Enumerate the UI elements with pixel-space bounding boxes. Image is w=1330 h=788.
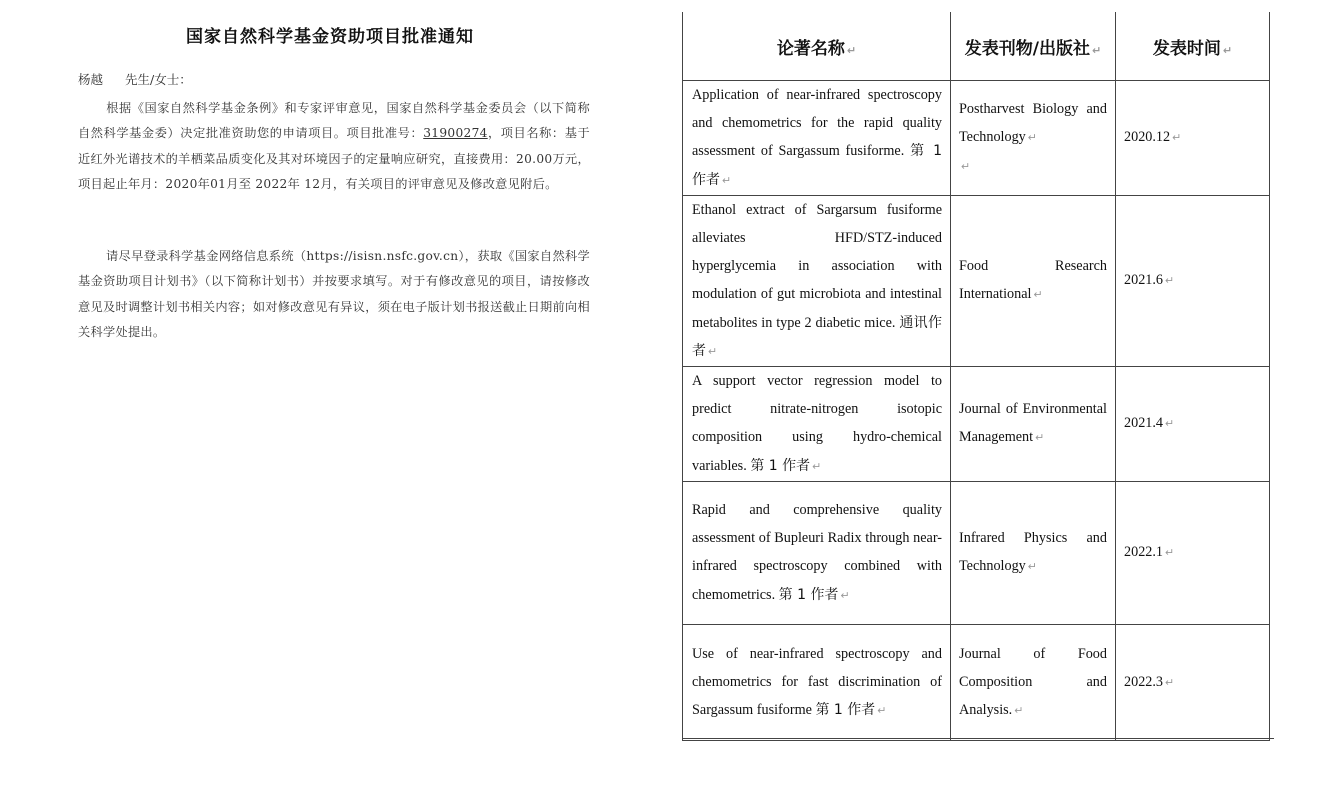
table-row (683, 195, 1270, 366)
paper-title-cell: Use of near-infrared spectroscopy and chemometrics for fast discrimination of Sargassum fusiforme 第 1 作者 ↵ (683, 624, 951, 740)
author-role: 通讯作者 (692, 314, 943, 359)
author-role: 第 1 作者 (815, 701, 876, 718)
journal-cell: Journal of Environmental Management ↵ (951, 367, 1116, 482)
paper-title-cell: Application of near-infrared spectroscopy and chemometrics for the rapid quality assessment of Sargassum fusiforme. 第 1 作者 ↵ (683, 81, 951, 196)
header-journal: 发表刊物/出版社 ↵ (951, 12, 1116, 81)
paper-title-cell: Rapid and comprehensive quality assessment of Bupleuri Radix through near-infrared spectroscopy combined with chemometrics. 第 1 作者 ↵ (683, 481, 951, 624)
author-role: 第 1 作者 (778, 586, 839, 603)
table-bottom-border (682, 738, 1274, 739)
date-cell: 2021.4 ↵ (1116, 367, 1270, 482)
notice-title: 国家自然科学基金资助项目批准通知 (186, 27, 474, 47)
paragraph-1-text-b: ，项目名称：基于近红外光谱技术的羊栖菜品质变化及其对环境因子的定量响应研究，直接费用：20.00万元，项目起止年月：2020年01月至 2022年 12月，有关项目的评审意见及修改意见附后。 (78, 126, 590, 191)
date-cell: 2022.1 ↵ (1116, 481, 1270, 624)
author-role: 第 1 作者 (750, 457, 811, 474)
paragraph-2-text: 请尽早登录科学基金网络信息系统（https://isisn.nsfc.gov.cn），获取《国家自然科学基金资助项目计划书》（以下简称计划书）并按要求填写。对于有修改意见的项目，请按修改意见及时调整计划书相关内容；如对修改意见有异议，须在电子版计划书报送截止日期前向相关科学处提出。 (78, 249, 590, 339)
approval-number: 31900274 (423, 126, 488, 141)
journal-cell: Journal of Food Composition and Analysis. ↵ (951, 624, 1116, 740)
table-row (683, 481, 1270, 624)
table-row (683, 367, 1270, 482)
header-title: 论著名称 ↵ (683, 12, 951, 81)
notice-paragraph-2 (78, 244, 590, 345)
table-header-row (683, 12, 1270, 81)
date-cell: 2020.12 ↵ (1116, 81, 1270, 196)
paragraph-1-text-a: 根据《国家自然科学基金条例》和专家评审意见，国家自然科学基金委员会（以下简称自然科学基金委）决定批准资助您的申请项目。项目批准号： (78, 101, 590, 141)
notice-paragraph-1 (78, 96, 590, 197)
date-cell: 2022.3 ↵ (1116, 624, 1270, 740)
table-row (683, 624, 1270, 740)
journal-cell: Postharvest Biology and Technology ↵ ↵ (951, 81, 1116, 196)
author-role: 第 1 作者 (692, 143, 943, 188)
journal-cell: Food Research International ↵ (951, 195, 1116, 366)
recipient-name: 杨越 (78, 72, 104, 87)
journal-cell: Infrared Physics and Technology ↵ (951, 481, 1116, 624)
paper-title-cell: A support vector regression model to predict nitrate-nitrogen isotopic composition using hydro-chemical variables. 第 1 作者 ↵ (683, 367, 951, 482)
publications-table (682, 12, 1270, 741)
date-cell: 2021.6 ↵ (1116, 195, 1270, 366)
salutation-text: 先生/女士： (125, 72, 192, 87)
header-date: 发表时间 ↵ (1116, 12, 1270, 81)
salutation-line (78, 70, 192, 88)
paper-title-cell: Ethanol extract of Sargarsum fusiforme alleviates HFD/STZ-induced hyperglycemia in association with modulation of gut microbiota and intestinal metabolites in type 2 diabetic mice. 通讯作者 ↵ (683, 195, 951, 366)
publications-table-container (682, 12, 1282, 742)
table-row (683, 81, 1270, 196)
